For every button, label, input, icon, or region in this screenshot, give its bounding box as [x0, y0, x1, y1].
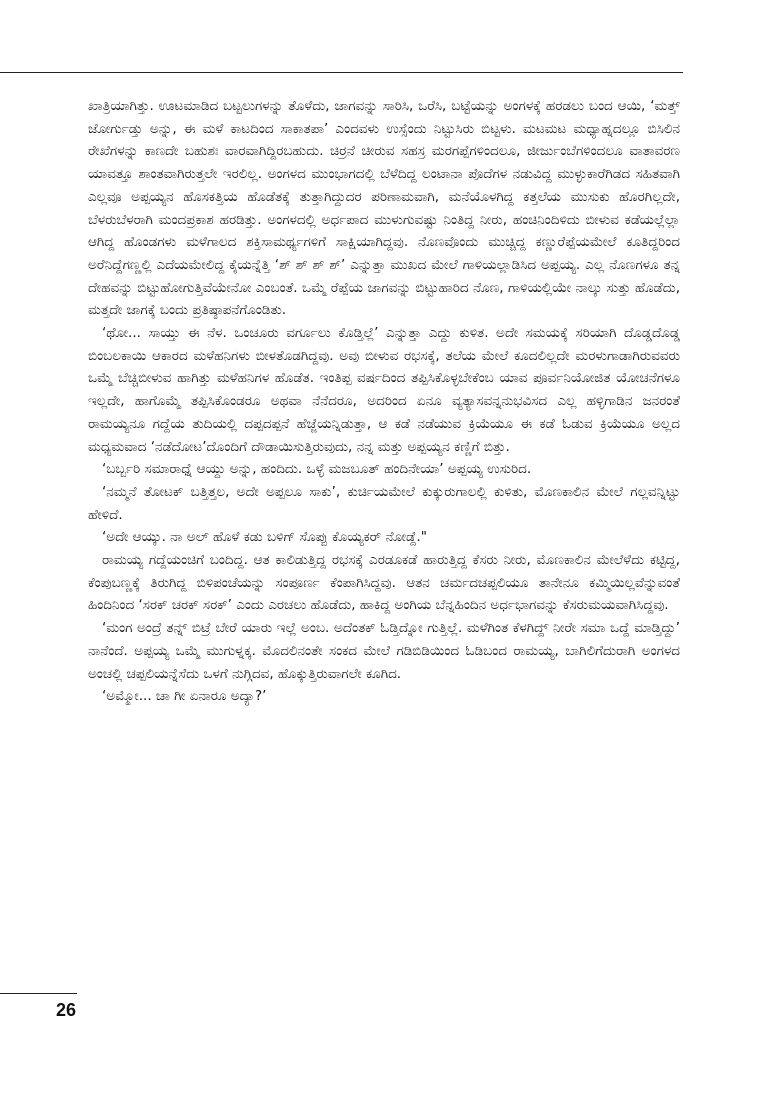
paragraph-4: ‘ನಮ್ಮನೆ ತೋಟಕ್ ಬತ್ತಿತ್ತಲ, ಅದೇ ಅಪ್ಪಲೂ ಸಾಕು’, ಕುರ್ಚಿಯಮೇಲೆ ಕುಕ್ಕುರುಗಾಲಲ್ಲಿ ಕುಳಿತು, ಮೊಣಕಾಲಿನ ಮೇಲೆ ಗಲ್ಲವನ್ನಿಟ್ಟು ಹೇಳಿದೆ. [88, 483, 680, 523]
paragraph-7: ‘ಮಂಗ ಅಂದ್ರೆ ತನ್ನ್ ಬಿಟ್ರೆ ಬೇರೆ ಯಾರು ಇಲ್ಲೆ ಅಂಬ. ಅದೆಂತಕ್ ಓಡ್ತಿದ್ನೋ ಗುತ್ತಿಲ್ಲೆ. ಮಳೆಗಿಂತ ಕೆಳಗಿದ್ದ್ ನೀರೇ ಸಮಾ ಒದ್ದೆ ಮಾಡ್ತಿದ್ದು’ ನಾನೆಂದೆ. ಅಪ್ಪಯ್ಯ ಒಮ್ಮೆ ಮುಗುಳ್ನಕ್ಕ. ಮೊದಲಿನಂತೇ ಸಂಕದ ಮೇಲೆ ಗಡಿಬಿಡಿಯಿಂದ ಓಡಿಬಂದ ರಾಮಯ್ಯ, ಬಾಗಿಲಿಗೆದುರಾಗಿ ಅಂಗಳದ ಅಂಚಲ್ಲಿ ಚಪ್ಪಲಿಯನ್ನೆಸೆದು ಒಳಗೆ ನುಗ್ಗಿದವ, ಹೊಕ್ಕುತ್ತಿರುವಾಗಲೇ ಕೂಗಿದ. [88, 620, 680, 682]
page-number: 26 [56, 1000, 77, 1020]
paragraph-6: ರಾಮಯ್ಯ ಗದ್ದೆಯಂಚಿಗೆ ಬಂದಿದ್ದ. ಆತ ಕಾಲಿಡುತ್ತಿದ್ದ ರಭಸಕ್ಕೆ ಎರಡೂಕಡೆ ಹಾರುತ್ತಿದ್ದ ಕೆಸರು ನೀರು, ಮೊಣಕಾಲಿನ ಮೇಲೆಳೆದು ಕಟ್ಟಿದ್ದ, ಕೆಂಪುಬಣ್ಣಕ್ಕೆ ತಿರುಗಿದ್ದ ಬಿಳಿಪಂಚೆಯನ್ನು ಸಂಪೂರ್ಣ ಕೆಂಪಾಗಿಸಿದ್ದವು. ಆತನ ಚರ್ಮದಚಪ್ಪಲಿಯೂ ತಾನೇನೂ ಕಮ್ಮಿಯಿಲ್ಲವೆನ್ನುವಂತೆ ಹಿಂದಿನಿಂದ ‘ಸರಕ್ ಚರಕ್ ಸರಕ್’ ಎಂದು ಎರಚಲು ಹೊಡೆದು, ಹಾಕಿದ್ದ ಅಂಗಿಯ ಬೆನ್ನಹಿಂದಿನ ಅರ್ಧಭಾಗವನ್ನು ಕೆಸರುಮಯವಾಗಿಸಿದ್ದವು. [88, 552, 680, 614]
body-text [88, 95, 680, 708]
header-rule [0, 72, 683, 73]
paragraph-2: ‘ಥೋ... ಸಾಯ್ತು ಈ ನೆಳ. ಒಂಚೂರು ವರ್ಗೂಲು ಕೊಡ್ತಿಲ್ಲೆ’ ಎನ್ನುತ್ತಾ ಎದ್ದು ಕುಳಿತ. ಅದೇ ಸಮಯಕ್ಕೆ ಸರಿಯಾಗಿ ದೊಡ್ಡದೊಡ್ಡ ಬಿಂಬಲಕಾಯಿ ಆಕಾರದ ಮಳೆಹನಿಗಳು ಬೀಳತೊಡಗಿದ್ದವು. ಅವು ಬೀಳುವ ರಭಸಕ್ಕೆ, ತಲೆಯ ಮೇಲೆ ಕೂದಲಿಲ್ಲದೇ ಮರಳುಗಾಡಾಗಿರುವವರು ಒಮ್ಮೆ ಬೆಚ್ಚಿಬೀಳುವ ಹಾಗಿತ್ತು ಮಳೆಹನಿಗಳ ಹೊಡೆತ. ಇಂತಿಪ್ಪ ವರ್ಷದಿಂದ ತಪ್ಪಿಸಿಕೊಳ್ಳಬೇಕೆಂಬ ಯಾವ ಪೂರ್ವನಿಯೋಜಿತ ಯೋಚನೆಗಳೂ ಇಲ್ಲದೇ, ಹಾಗೊಮ್ಮೆ ತಪ್ಪಿಸಿಕೊಂಡರೂ ಅಥವಾ ನೆನೆದರೂ, ಅದರಿಂದ ಏನೂ ವ್ಯತ್ಯಾಸವನ್ನನುಭವಿಸದ ಎಲ್ಲ ಹಳ್ಳಿಗಾಡಿನ ಜನರಂತೆ ರಾಮಯ್ಯನೂ ಗದ್ದೆಯ ತುದಿಯಲ್ಲಿ ದಪ್ಪದಪ್ಪನೆ ಹೆಜ್ಜೆಯನ್ನಿಡುತ್ತಾ, ಆ ಕಡೆ ನಡೆಯುವ ಕ್ರಿಯೆಯೂ ಈ ಕಡೆ ಓಡುವ ಕ್ರಿಯೆಯೂ ಅಲ್ಲದ ಮಧ್ಯಮವಾದ ‘ನಡೆದೋಟ’ದೊಂದಿಗೆ ದೌಡಾಯಿಸುತ್ತಿರುವುದು, ನನ್ನ ಮತ್ತು ಅಪ್ಪಯ್ಯನ ಕಣ್ಣಿಗೆ ಬಿತ್ತು. [88, 325, 680, 455]
paragraph-8: ‘ಅಮ್ಮೋ... ಚಾ ಗೀ ಏನಾರೂ ಅದ್ಯಾ?’ [102, 688, 267, 705]
paragraph-3: ‘ಬರ್ಬ್ಬರಿ ಸಮಾರಾಧ್ನೆ ಆಯ್ದು ಅನ್ನು, ಹಂದಿದು. ಒಳ್ಳೆ ಮಜಬೂತ್ ಹಂದಿನೇಯಾ’ ಅಪ್ಪಯ್ಯ ಉಸುರಿದ. [102, 461, 532, 478]
paragraph-5: ‘ಅದೇ ಆಯ್ಕು. ನಾ ಅಲ್ ಹೊಳೆ ಕಡು ಬಳಿಗ್ ಸೊಪ್ಪು ಕೊಯ್ಯಕರ್ ನೋಡ್ದೆ." [102, 529, 427, 546]
footer-rule [0, 993, 77, 994]
paragraph-1: ಖಾತ್ರಿಯಾಗಿತ್ತು. ಊಟಮಾಡಿದ ಬಟ್ಟಲುಗಳನ್ನು ತೊಳೆದು, ಜಾಗವನ್ನು ಸಾರಿಸಿ, ಒರೆಸಿ, ಬಟ್ಟೆಯನ್ನು ಅಂಗಳಕ್ಕೆ ಹರಡಲು ಬಂದ ಆಯಿ, ‘ಮತ್ತ್ ಜೋರ್ಗುಡ್ತು ಅನ್ನು, ಈ ಮಳೆ ಕಾಟದಿಂದ ಸಾಕಾತಪಾ’ ಎಂದವಳು ಉಸ್ಸೆಂದು ನಿಟ್ಟುಸಿರು ಬಿಟ್ಟಳು. ಮಟಮಟ ಮಧ್ಯಾಹ್ನದಲ್ಲೂ ಬಿಸಿಲಿನ ರೇಖೆಗಳನ್ನು ಕಾಣದೇ ಬಹುಶಃ ವಾರವಾಗಿದ್ದಿರಬಹುದು. ಚಿರ್ರನೆ ಚೀರುವ ಸಹಸ್ರ ಮರಗಪ್ಪೆಗಳಿಂದಲೂ, ಜೀರ್ಜುಂಬೆಗಳಿಂದಲೂ ವಾತಾವರಣ ಯಾವತ್ತೂ ಶಾಂತವಾಗಿರುತ್ತಲೇ ಇರಲಿಲ್ಲ. ಅಂಗಳದ ಮುಂಭಾಗದಲ್ಲಿ ಬೆಳೆದಿದ್ದ ಲಂಟಾನಾ ಪೊದೆಗಳ ನಡುವಿದ್ದ ಮುಳ್ಳುಕಾರೆಗಿಡದ ಸಹಿತವಾಗಿ ಎಲ್ಲವೂ ಅಪ್ಪಯ್ಯನ ಹೊಸಕತ್ತಿಯ ಹೊಡೆತಕ್ಕೆ ತುತ್ತಾಗಿದ್ದುದರ ಪರಿಣಾಮವಾಗಿ, ಮನೆಯೊಳಗಿದ್ದ ಕತ್ತಲೆಯ ಮುಸುಕು ಹೊರಗಿಲ್ಲದೇ, ಬೆಳರುಬೆಳರಾಗಿ ಮಂದಪ್ರಕಾಶ ಹರಡಿತ್ತು. ಅಂಗಳದಲ್ಲಿ ಅರ್ಧಪಾದ ಮುಳುಗುವಷ್ಟು ನಿಂತಿದ್ದ ನೀರು, ಹಂಚಿನಿಂದಿಳಿದು ಬೀಳುವ ಕಡೆಯಲ್ಲೆಲ್ಲಾ ಆಗಿದ್ದ ಹೊಂಡಗಳು ಮಳೆಗಾಲದ ಶಕ್ತಿಸಾಮರ್ಥ್ಯಗಳಿಗೆ ಸಾಕ್ಷಿಯಾಗಿದ್ದವು. ನೊಣವೊಂದು ಮುಚ್ಚಿದ್ದ ಕಣ್ಣುರೆಪ್ಪೆಯಮೇಲೆ ಕೂತಿದ್ದರಿಂದ ಅರೆನಿದ್ದೆಗಣ್ಣಲ್ಲಿ ಎದೆಯಮೇಲಿದ್ದ ಕೈಯನ್ನೆತ್ತಿ ‘ಶ್ ಶ್ ಶ್ ಶ್’ ಎನ್ನುತ್ತಾ ಮುಖದ ಮೇಲೆ ಗಾಳಿಯಲ್ಲಾಡಿಸಿದ ಅಪ್ಪಯ್ಯ. ಎಲ್ಲ ನೊಣಗಳೂ ತನ್ನ ದೇಹವನ್ನು ಬಿಟ್ಟುಹೋಗುತ್ತಿವೆಯೇನೋ ಎಂಬಂತೆ. ಒಮ್ಮೆ ರೆಪ್ಪೆಯ ಜಾಗವನ್ನು ಬಿಟ್ಟುಹಾರಿದ ನೊಣ, ಗಾಳಿಯಲ್ಲಿಯೇ ನಾಲ್ಕು ಸುತ್ತು ಹೊಡೆದು, ಮತ್ತದೇ ಜಾಗಕ್ಕೆ ಬಂದು ಪ್ರತಿಷ್ಠಾಪನೆಗೊಂಡಿತು. [88, 98, 680, 319]
